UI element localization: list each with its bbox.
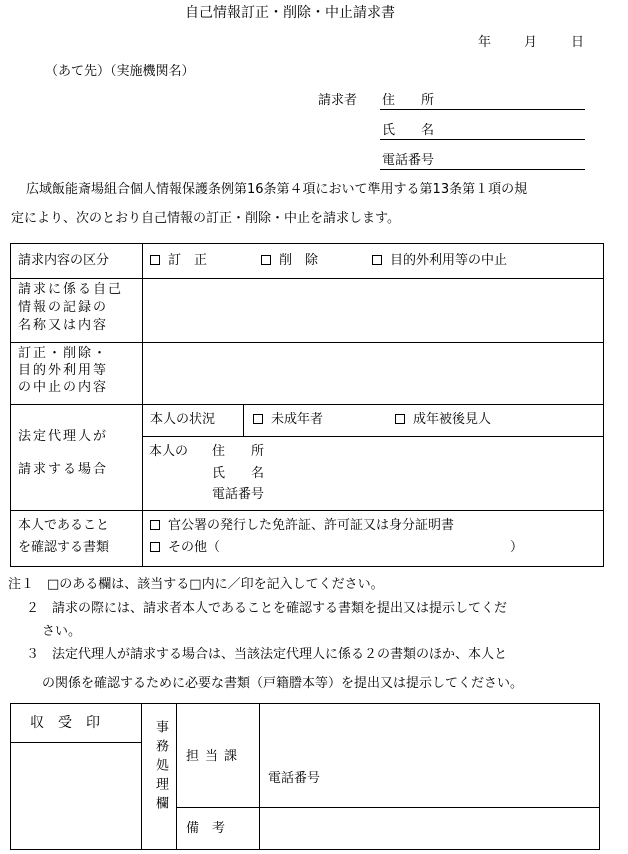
note-3-line2: の関係を確認するために必要な書類（戸籍謄本等）を提出又は提示してください。	[42, 676, 524, 691]
identity-label-line2: を確認する書類	[18, 540, 110, 555]
requester-name-label: 氏 名	[382, 123, 435, 138]
agent-label-line1: 法定代理人が	[18, 429, 109, 444]
checkbox-icon[interactable]	[253, 414, 263, 424]
remarks-label: 備 考	[186, 821, 226, 836]
intro-text-line1: 広域飯能斎場組合個人情報保護条例第16条第４項において準用する第13条第１項の規	[26, 182, 528, 197]
office-phone-label: 電話番号	[268, 771, 321, 786]
checkbox-icon[interactable]	[150, 520, 160, 530]
note-1: 注１ □のある欄は、該当する□内に／印を記入してください。	[8, 577, 384, 592]
subject-label-line3: 名称又は内容	[18, 318, 109, 333]
identity-other-close: ）	[510, 540, 524, 555]
requester-phone-field[interactable]	[380, 169, 585, 170]
principal-label: 本人の	[149, 444, 189, 459]
checkbox-icon[interactable]	[261, 255, 271, 265]
subject-label-line1: 請求に係る自己	[18, 282, 124, 297]
requester-label: 請求者	[318, 93, 358, 108]
status-guardian[interactable]: 成年被後見人	[395, 413, 491, 426]
subject-field[interactable]	[143, 279, 603, 341]
content-label-line3: の中止の内容	[18, 380, 109, 395]
date-year: 年	[478, 35, 492, 50]
identity-option-license[interactable]: 官公署の発行した免許証、許可証又は身分証明書	[150, 519, 454, 532]
principal-status-label: 本人の状況	[150, 412, 216, 427]
receipt-stamp-area[interactable]	[11, 743, 140, 849]
intro-text-line2: 定により、次のとおり自己情報の訂正・削除・中止を請求します。	[11, 211, 400, 226]
requester-address-field[interactable]	[380, 109, 585, 110]
content-label-line2: 目的外利用等	[18, 363, 109, 378]
remarks-field[interactable]	[260, 808, 599, 849]
identity-option-other[interactable]: その他（	[150, 541, 220, 554]
date-day: 日	[571, 35, 585, 50]
page-title: 自己情報訂正・削除・中止請求書	[185, 5, 395, 21]
category-label: 請求内容の区分	[18, 253, 110, 268]
requester-phone-label: 電話番号	[382, 153, 435, 168]
content-field[interactable]	[143, 343, 603, 403]
note-3-line1: ３ 法定代理人が請求する場合は、当該法定代理人に係る２の書類のほか、本人と	[26, 647, 508, 662]
status-minor[interactable]: 未成年者	[253, 413, 323, 426]
option-stop-use[interactable]: 目的外利用等の中止	[372, 254, 507, 267]
principal-address-label: 住 所	[212, 444, 265, 459]
requester-name-field[interactable]	[380, 139, 585, 140]
identity-label-line1: 本人であること	[18, 518, 110, 533]
checkbox-icon[interactable]	[150, 542, 160, 552]
checkbox-icon[interactable]	[150, 255, 160, 265]
principal-name-label: 氏 名	[212, 466, 265, 481]
checkbox-icon[interactable]	[372, 255, 382, 265]
processing-label: 事務処理欄	[153, 720, 168, 815]
subject-label-line2: 情報の記録の	[18, 300, 109, 315]
principal-phone-label: 電話番号	[212, 487, 265, 502]
department-label: 担当課	[186, 749, 244, 764]
date-month: 月	[524, 35, 538, 50]
note-2-line2: さい。	[42, 624, 82, 639]
content-label-line1: 訂正・削除・	[18, 346, 109, 361]
addressee: （あて先）（実施機関名）	[45, 64, 195, 79]
agent-label-line2: 請求する場合	[18, 462, 109, 477]
option-correct[interactable]: 訂 正	[150, 254, 207, 267]
receipt-stamp-label: 収 受 印	[30, 715, 100, 731]
checkbox-icon[interactable]	[395, 414, 405, 424]
option-delete[interactable]: 削 除	[261, 254, 318, 267]
requester-address-label: 住 所	[382, 93, 435, 108]
note-2-line1: ２ 請求の際には、請求者本人であることを確認する書類を提出又は提示してくだ	[26, 601, 508, 616]
